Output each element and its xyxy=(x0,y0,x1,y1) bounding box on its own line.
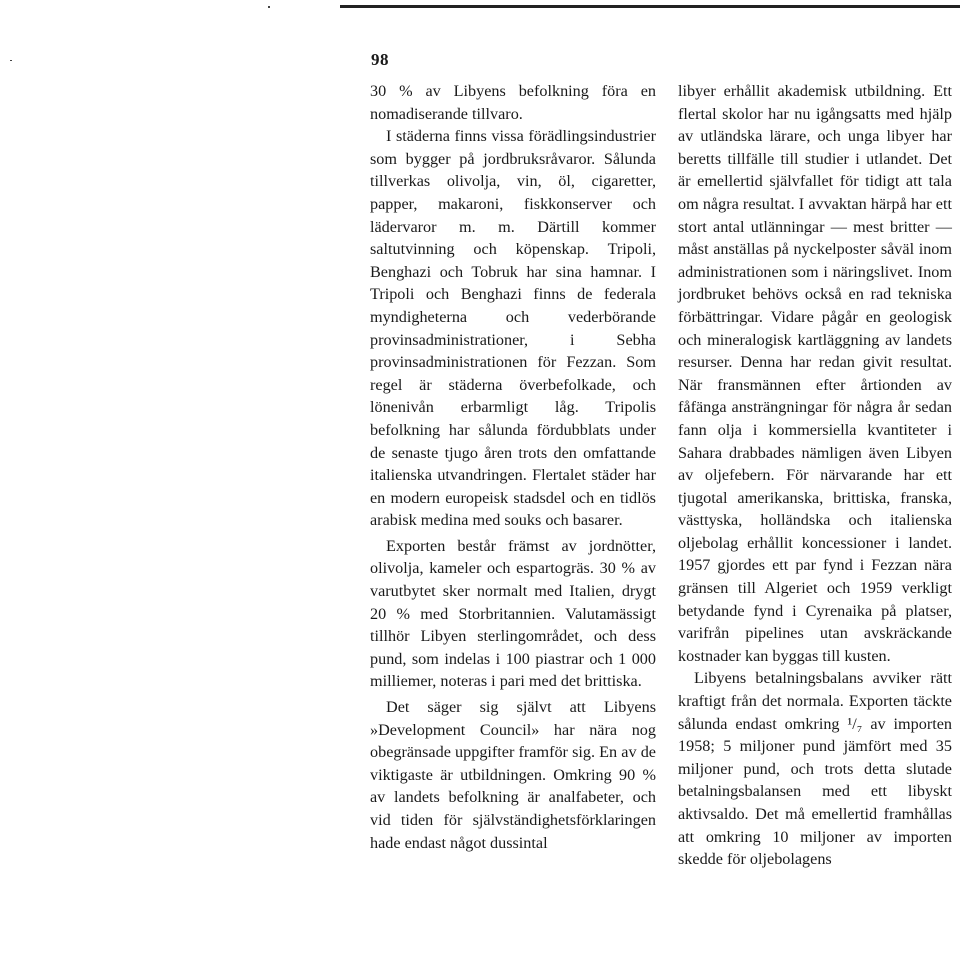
paragraph: I städerna finns vissa förädlingsindustrier som bygger på jordbruksråvaror. Sålunda tillverkas olivolja, vin, öl, cigaretter, papper, makaroni, fiskkonserver och lädervaror m. m. Därtill kommer saltutvinning och köpenskap. Tripoli, Benghazi och Tobruk har sina hamnar. I Tripoli och Benghazi finns de federala myndigheterna och vederbörande provinsadministrationer, i Sebha provinsadministrationen för Fezzan. Som regel är städerna överbefolkade, och lönenivån erbarmligt låg. Tripolis befolkning har sålunda fördubblats under de senaste tjugo åren trots den omfattande italienska utvandringen. Flertalet städer har en modern europeisk stadsdel och en tidlös arabisk medina med souks och basarer. xyxy=(370,127,656,530)
scan-speck xyxy=(10,60,12,61)
scan-speck xyxy=(268,6,270,8)
paragraph: Exporten består främst av jordnötter, olivolja, kameler och espartogräs. 30 % av varutbytet sker normalt med Italien, drygt 20 % med Storbritannien. Valutamässigt tillhör Libyen sterlingområdet, och dess pund, som indelas i 100 piastrar och 1 000 milliemer, noteras i pari med det brittiska. xyxy=(370,536,656,691)
paragraph: Det säger sig självt att Libyens »Development Council» har nära nog obegränsade uppgifter framför sig. En av de viktigaste är utbildningen. Omkring 90 % av landets befolkning är analfabeter, och vid tiden för självständighetsförklaringen hade endast något dussintal xyxy=(370,698,656,852)
right-text-column xyxy=(678,80,952,871)
paragraph: Libyens betalningsbalans avviker rätt kraftigt från det normala. Exporten täckte sålunda endast omkring ¹/₇ av importen 1958; 5 miljoner pund jämfört med 35 miljoner pund, och trots detta slutade betalningsbalansen med ett libyskt aktivsaldo. Det må emellertid framhållas att omkring 10 miljoner av importen skedde för oljebolagens xyxy=(678,669,952,869)
top-rule xyxy=(340,5,960,8)
paragraph: libyer erhållit akademisk utbildning. Ett flertal skolor har nu igångsatts med hjälp av utländska lärare, och unga libyer har beretts tillfälle till studier i utlandet. Det är emellertid självfallet för tidigt att tala om några resultat. I avvaktan härpå har ett stort antal utlänningar — mest britter — måst anställas på nyckelposter såväl inom administrationen som i näringslivet. Inom jordbruket behövs också en rad tekniska förbättringar. Vidare pågår en geologisk och mineralogisk kartläggning av landets resurser. Denna har redan givit resultat. När fransmännen efter årtionden av fåfänga ansträngningar för några år sedan fann olja i kommersiella kvantiteter i Sahara drabbades nämligen även Libyen av oljefebern. För närvarande har ett tjugotal amerikanska, brittiska, franska, västtyska, holländska och italienska oljebolag erhållit koncessioner i landet. 1957 gjordes ett par fynd i Fezzan nära gränsen till Algeriet och 1959 verkligt betydande fynd i Cyrenaika på platser, varifrån pipelines utan avskräckande kostnader kan byggas till kusten. xyxy=(678,82,952,665)
paragraph: 30 % av Libyens befolkning föra en nomadiserande tillvaro. xyxy=(370,82,656,123)
left-text-column xyxy=(370,80,656,854)
page-number: 98 xyxy=(371,50,389,69)
